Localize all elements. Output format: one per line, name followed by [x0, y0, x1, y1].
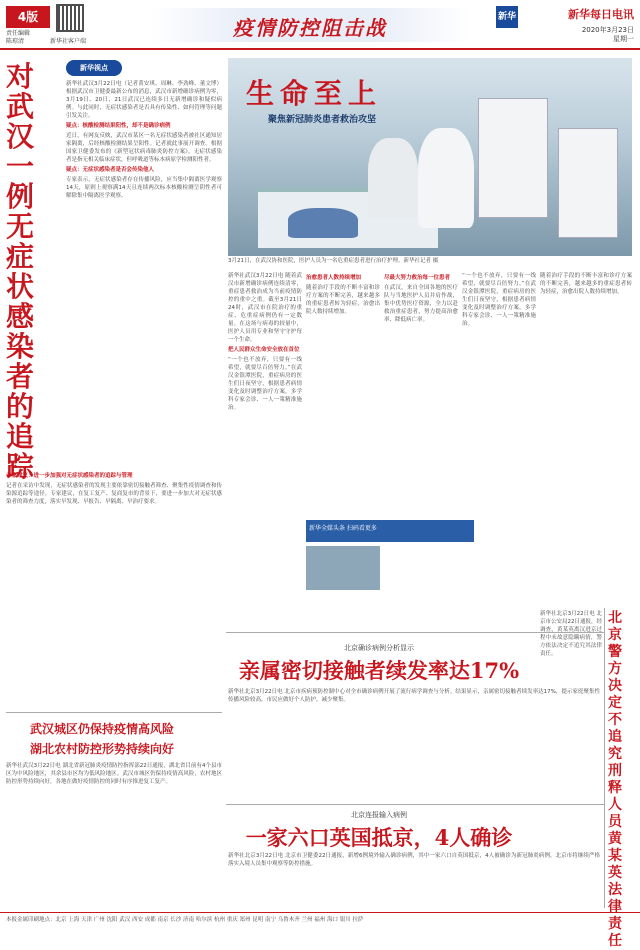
editor-credit: 责任编辑 陈琼清	[6, 30, 31, 45]
story-subhead-2: 治愈患者人数持续增加	[306, 275, 362, 281]
issue-date-text: 2020年3月23日	[581, 26, 634, 34]
photo-title: 生命至上	[246, 77, 383, 110]
photo-story-column-1	[228, 272, 302, 632]
lead-headline: 对武汉一例无症状感染者的追踪	[6, 60, 35, 483]
lead-subhead-1: 疑点：核酸检测结果阳性，却不是确诊病例	[66, 123, 171, 129]
story-subhead-3: 尽最大努力救治每一位患者	[384, 275, 451, 281]
section-title: 疫情防控阻击战	[233, 16, 387, 40]
issue-date	[582, 26, 634, 44]
contacts-title: 亲属密切接触者续发率达17%	[238, 658, 520, 683]
newspaper-logo-icon: 新华	[496, 6, 518, 28]
story-paragraph: 随着治疗手段的不断丰富和诊疗方案的不断完善，越来越多的重症患者转为轻症，治愈出院人数持续增加。	[540, 273, 632, 295]
uk-kicker: 北京连报输入病例	[351, 811, 407, 819]
lead-paragraph: 记者在采访中发现，无症状感染者的发现主要依靠密切接触者筛查、聚集性疫情调查和传染源追踪等途径。专家建议，在复工复产、复商复市的背景下，要进一步加大对无症状感染者的筛查力度，落实早发现、早报告、早隔离、早治疗要求。	[6, 483, 222, 505]
newspaper-name: 新华每日电讯	[568, 8, 634, 21]
photo-story-column-4	[462, 272, 536, 632]
promo-banner[interactable]: 新华全媒头条 扫码看更多	[306, 520, 474, 542]
lead-story-body	[66, 80, 222, 460]
police-story-body: 新华社北京3月22日电 北京市公安局22日通报，经调查，黄某英离汉进京过程中未故意隐瞒病情，警方依法决定不追究其法律责任。	[540, 611, 602, 657]
inline-photo	[306, 546, 380, 590]
photo-caption: 3月21日，在武汉协和医院，医护人员为一名危重症患者进行治疗护理。新华社记者 摄	[228, 258, 439, 264]
lead-paragraph: 新华社武汉3月22日电（记者黄安琪、周琳、李劲峰、董文博）根据武汉市卫健委最新公布的消息，武汉市新增确诊病例为零，3月19日、20日、21日武汉已连续多日无新增确诊和疑似病例。与此同时，无症状感染者是否具有传染性、如何管理等问题引发关注。	[66, 81, 222, 119]
contacts-story-heading	[228, 643, 530, 685]
qr-caption: 新华社客户端	[50, 38, 87, 45]
story-paragraph: “一个也不放弃，只要有一线希望，就要尽百倍努力。”在武汉金银潭医院，重症病房的医生们日夜坚守，根据患者病情变化及时调整治疗方案，多学科专家会诊、一人一策精准施治。	[228, 357, 302, 411]
story-paragraph: “一个也不放弃，只要有一线希望，就要尽百倍努力。”在武汉金银潭医院，重症病房的医生们日夜坚守，根据患者病情变化及时调整治疗方案，多学科专家会诊、一人一策精准施治。	[462, 273, 536, 327]
uk-story-heading	[228, 810, 530, 852]
page-number-badge: 4版	[6, 6, 50, 28]
story-paragraph: 在武汉，来自全国各地的医疗队与当地医护人员并肩作战，集中优势医疗资源，全力以赴救治重症患者，努力提高治愈率、降低病亡率。	[384, 285, 458, 323]
lead-paragraph: 专家表示，无症状感染者存在传播风险，应当集中隔离医学观察14天，原则上观察满14天且连续两次标本核酸检测呈阴性者可解除集中隔离医学观察。	[66, 177, 222, 199]
story-paragraph: 新华社武汉3月22日电 随着武汉市新增确诊病例连续清零，重症患者救治成为当前疫情防控的重中之重。截至3月21日24时，武汉市在院治疗的重症、危重症病例仍有一定数量。在这场与病毒的较量中，医护人员用专业和坚守守护每一个生命。	[228, 273, 302, 343]
story-paragraph: 随着治疗手段的不断丰富和诊疗方案的不断完善，越来越多的重症患者转为轻症，治愈出院人数持续增加。	[306, 285, 380, 315]
issue-weekday: 星期一	[613, 35, 634, 43]
lead-subhead-2: 疑点：无症状感染者是否会传染他人	[66, 167, 155, 173]
divider	[604, 608, 605, 908]
rural-title-1: 武汉城区仍保持疫情高风险	[30, 722, 175, 736]
photo-story-column-2	[306, 272, 380, 512]
masthead	[0, 0, 640, 50]
contacts-kicker: 北京确诊病例分析显示	[344, 644, 414, 652]
police-headline: 北京警方决定不追究刑释人员黄某英法律责任	[608, 610, 622, 949]
medical-machine	[558, 128, 618, 238]
photo-story-column-3	[384, 272, 458, 632]
feature-photo	[228, 58, 632, 256]
photo-subtitle: 聚焦新冠肺炎患者救治攻坚	[268, 115, 377, 125]
section-banner	[150, 8, 470, 42]
divider	[6, 712, 222, 713]
uk-title: 一家六口英国抵京，4人确诊	[245, 825, 513, 850]
story-subhead-1: 把人民群众生命安全放在首位	[228, 347, 300, 353]
lead-paragraph: 近日，有网友反映，武汉市某区一名无症状感染者被社区通知居家隔离，后经核酸检测结果呈阳性。记者就此事展开调查。根据国家卫健委发布的《新型冠状病毒肺炎防控方案》，无症状感染者是指无相关临床症状，但呼吸道等标本病原学检测阳性者。	[66, 133, 222, 163]
contacts-story-body: 新华社北京3月22日电 北京市疾病预防控制中心对全市确诊病例开展了流行病学调查与分析。结果显示，亲属密切接触者续发率达17%，提示家庭聚集性传播风险较高，市民应做好个人防护，减少聚集。	[228, 689, 600, 703]
medic-figure	[368, 138, 418, 218]
qr-code-icon	[56, 4, 84, 32]
uk-story-body: 新华社北京3月22日电 北京市卫健委22日通报，新增6例境外输入确诊病例，其中一家六口自英国抵京，4人被确诊为新冠肺炎病例。北京市将继续严格落实入境人员集中观察等防控措施。	[228, 853, 600, 867]
medic-figure	[418, 128, 474, 228]
rural-title-2: 湖北农村防控形势持续向好	[30, 742, 175, 756]
patient-figure	[288, 208, 358, 238]
photo-story-column-5	[540, 272, 632, 602]
lead-story-continuation	[6, 470, 222, 610]
rural-story-body: 新华社武汉3月22日电 湖北省新冠肺炎疫情防控指挥部22日通报，湖北省目前有4个县市区为中风险地区，其余县市区均为低风险地区。武汉市城区仍保持疫情高风险，农村地区防控形势持续向好，各地在做好疫情防控的同时有序推进复工复产。	[6, 763, 222, 785]
print-locations-footer: 本报金属印刷地点：北京 上海 天津 广州 沈阳 武汉 西安 成都 南京 长沙 济南 哈尔滨 杭州 重庆 郑州 昆明 南宁 乌鲁木齐 兰州 福州 海口 银川 拉萨	[0, 912, 640, 927]
medical-machine	[478, 98, 548, 218]
column-tag: 新华视点	[66, 60, 122, 76]
lead-subhead-3: 专家建议：进一步加强对无症状感染者的追踪与管理	[6, 473, 133, 479]
